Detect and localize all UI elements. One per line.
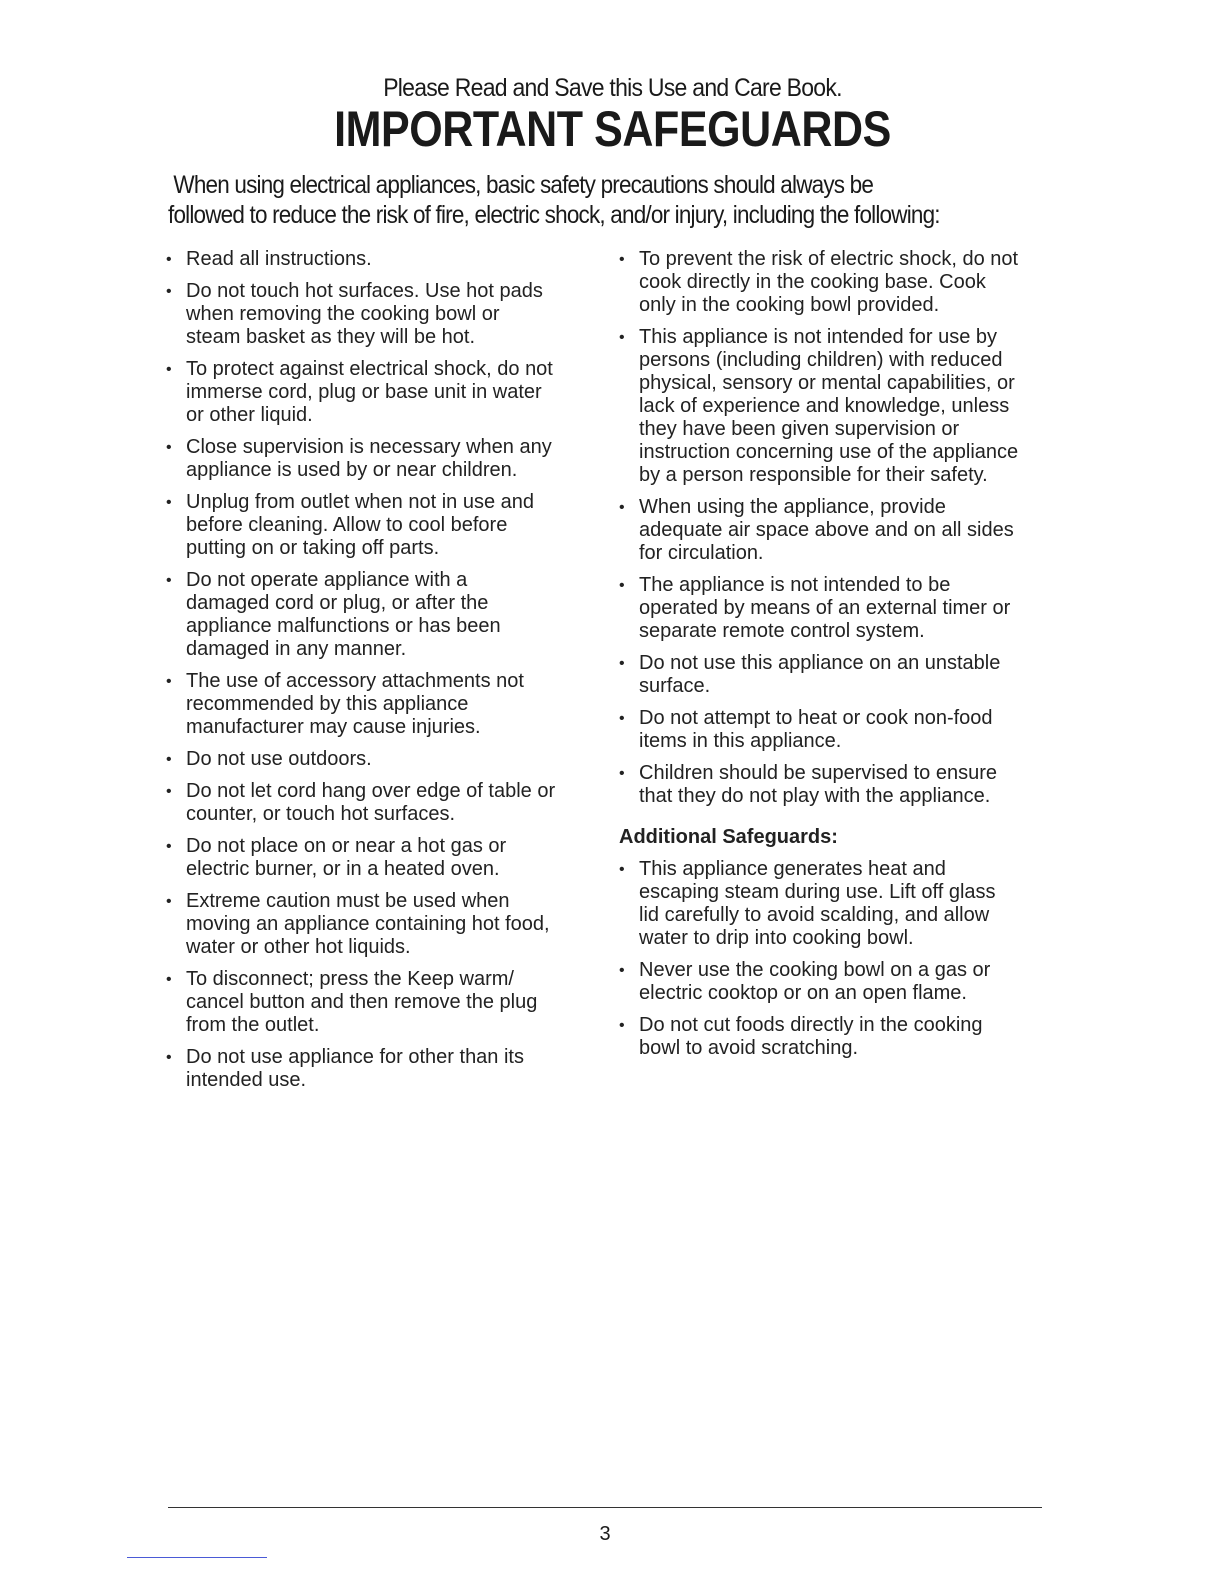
bullet-icon: • <box>619 861 625 878</box>
bullet-icon: • <box>619 499 625 516</box>
bullet-icon: • <box>619 765 625 782</box>
list-item: • The appliance is not intended to be operated by means of an external timer or separate remote control system. <box>619 574 1011 642</box>
bullet-icon: • <box>166 783 172 800</box>
bullet-icon: • <box>619 577 625 594</box>
list-item: • Do not place on or near a hot gas or electric burner, or in a heated oven. <box>166 835 507 880</box>
list-item: • Do not operate appliance with a damaged cord or plug, or after the appliance malfunctions or has been damaged in any manner. <box>166 569 501 660</box>
bullet-icon: • <box>619 1017 625 1034</box>
bullet-icon: • <box>166 673 172 690</box>
bullet-icon: • <box>166 283 172 300</box>
document-subtitle: Please Read and Save this Use and Care Book. <box>383 74 842 102</box>
list-item: • When using the appliance, provide adequate air space above and on all sides for circulation. <box>619 496 1014 564</box>
list-item: • Do not use outdoors. <box>166 748 372 770</box>
list-item: • Extreme caution must be used when moving an appliance containing hot food, water or other hot liquids. <box>166 890 550 958</box>
intro-line-1: When using electrical appliances, basic safety precautions should always be <box>173 171 874 199</box>
bullet-icon: • <box>166 751 172 768</box>
link-underline-decoration <box>127 1557 267 1558</box>
document-title: IMPORTANT SAFEGUARDS <box>334 101 891 157</box>
bullet-icon: • <box>619 962 625 979</box>
bullet-icon: • <box>619 710 625 727</box>
bullet-icon: • <box>619 655 625 672</box>
list-item: • Children should be supervised to ensure that they do not play with the appliance. <box>619 762 997 807</box>
list-item: • Do not use appliance for other than its intended use. <box>166 1046 524 1091</box>
bullet-icon: • <box>166 893 172 910</box>
footer-divider <box>168 1507 1042 1508</box>
list-item: • This appliance is not intended for use by persons (including children) with reduced physical, sensory or mental capabilities, or lack of experience and knowledge, unless they have been given supervision or instruction concerning use of the appliance by a person responsible for their safety. <box>619 326 1019 486</box>
intro-paragraph <box>168 170 978 230</box>
list-item: • To prevent the risk of electric shock, do not cook directly in the cooking base. Cook only in the cooking bowl provided. <box>619 248 1019 316</box>
list-item: • Do not touch hot surfaces. Use hot pads when removing the cooking bowl or steam basket as they will be hot. <box>166 280 543 348</box>
left-safeguards-list <box>166 248 556 1101</box>
list-item: • To protect against electrical shock, do not immerse cord, plug or base unit in water or other liquid. <box>166 358 553 426</box>
list-item: • Do not use this appliance on an unstable surface. <box>619 652 1001 697</box>
bullet-icon: • <box>166 838 172 855</box>
list-item: • The use of accessory attachments not recommended by this appliance manufacturer may cause injuries. <box>166 670 524 738</box>
bullet-icon: • <box>166 572 172 589</box>
list-item: • Do not cut foods directly in the cooking bowl to avoid scratching. <box>619 1014 983 1059</box>
list-item: • Unplug from outlet when not in use and before cleaning. Allow to cool before putting on or taking off parts. <box>166 491 534 559</box>
list-item: • Read all instructions. <box>166 248 372 270</box>
right-safeguards-list <box>619 248 1019 1069</box>
bullet-icon: • <box>166 971 172 988</box>
intro-line-2: followed to reduce the risk of fire, electric shock, and/or injury, including the following: <box>168 201 940 229</box>
page-number: 3 <box>599 1523 611 1545</box>
additional-safeguards-heading: Additional Safeguards: <box>619 826 838 848</box>
list-item: • Do not attempt to heat or cook non-food items in this appliance. <box>619 707 993 752</box>
list-item: • Close supervision is necessary when any appliance is used by or near children. <box>166 436 552 481</box>
bullet-icon: • <box>619 251 625 268</box>
bullet-icon: • <box>166 494 172 511</box>
list-item: • Do not let cord hang over edge of table or counter, or touch hot surfaces. <box>166 780 556 825</box>
bullet-icon: • <box>166 251 172 268</box>
list-item: • Never use the cooking bowl on a gas or electric cooktop or on an open flame. <box>619 959 991 1004</box>
list-item: • This appliance generates heat and escaping steam during use. Lift off glass lid carefully to avoid scalding, and allow water to drip into cooking bowl. <box>619 858 996 949</box>
bullet-icon: • <box>166 439 172 456</box>
list-item: • To disconnect; press the Keep warm/ cancel button and then remove the plug from the outlet. <box>166 968 538 1036</box>
bullet-icon: • <box>619 329 625 346</box>
bullet-icon: • <box>166 361 172 378</box>
bullet-icon: • <box>166 1049 172 1066</box>
